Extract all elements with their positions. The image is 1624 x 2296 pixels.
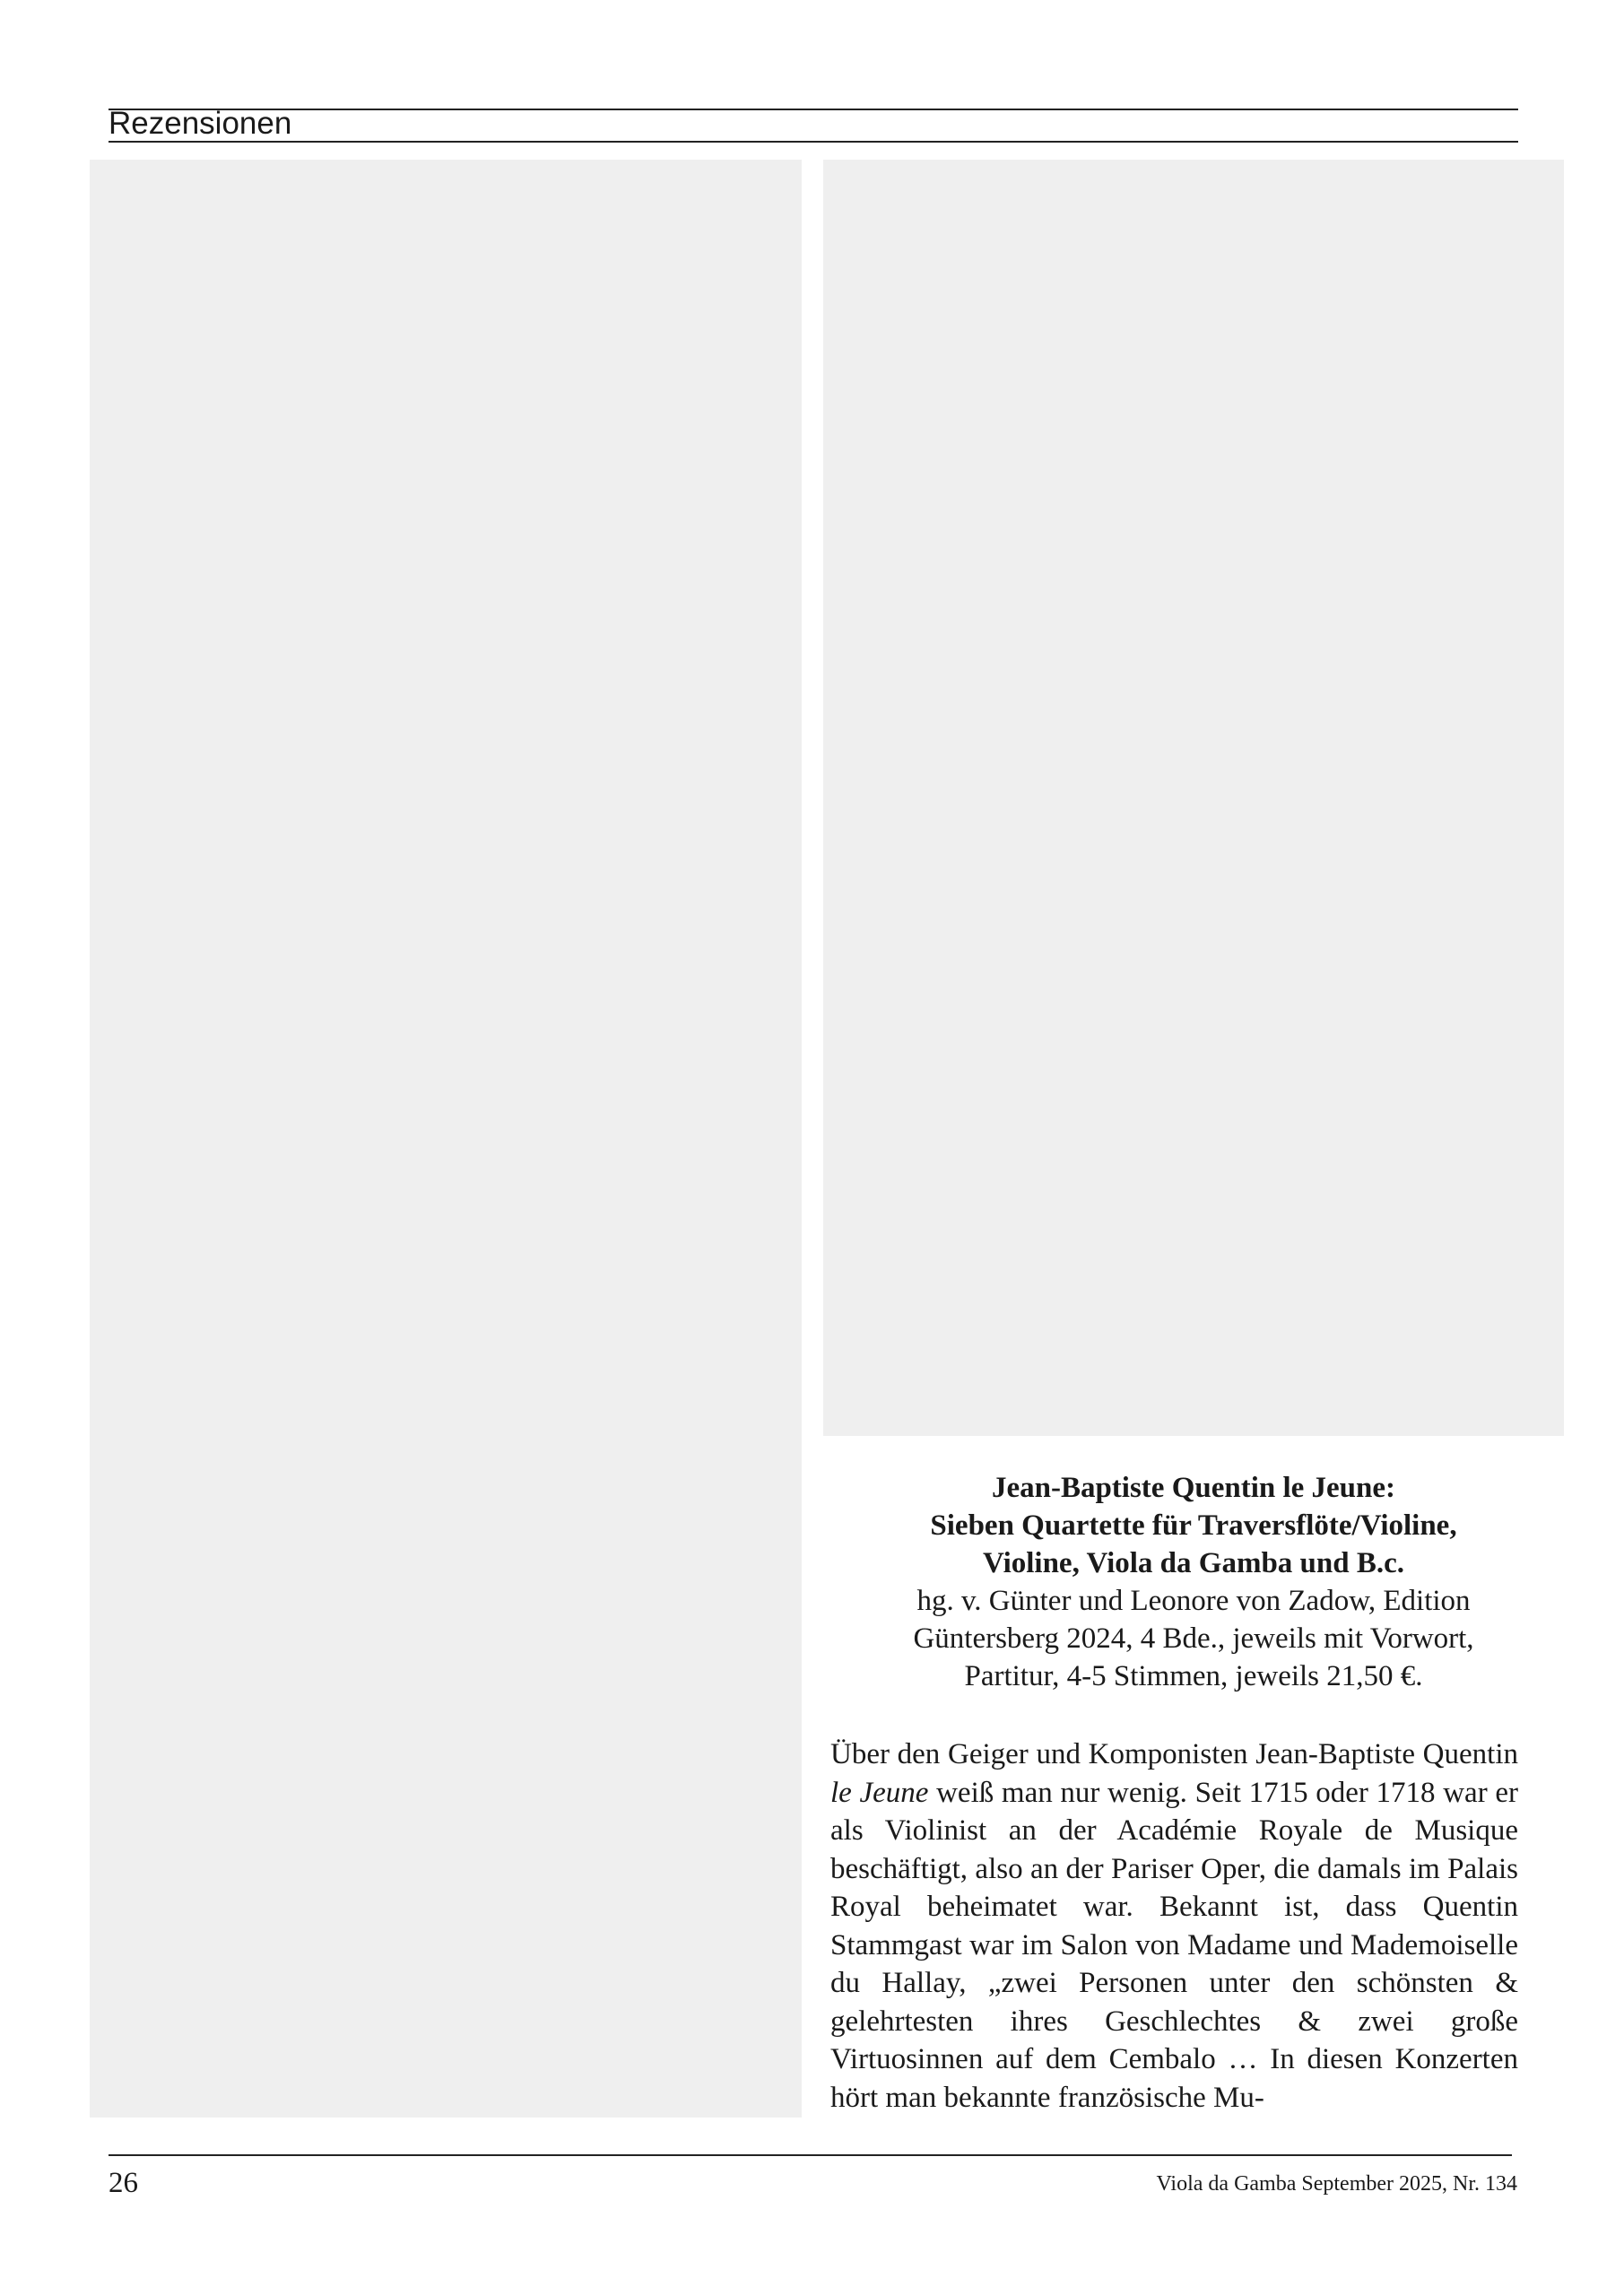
footer-rule (109, 2154, 1512, 2156)
header-rule-top (109, 109, 1518, 110)
body-text-start: Über den Geiger und Komponisten Jean-Baptiste Quentin (830, 1738, 1518, 1770)
journal-citation: Viola da Gamba September 2025, Nr. 134 (1156, 2172, 1517, 2196)
image-placeholder-right (823, 160, 1564, 1436)
publication-line: Güntersberg 2024, 4 Bde., jeweils mit Vorwort, (913, 1622, 1474, 1655)
publication-line: Partitur, 4-5 Stimmen, jeweils 21,50 €. (964, 1660, 1423, 1692)
body-text-rest: weiß man nur wenig. Seit 1715 oder 1718 war er als Violinist an der Académie Royale de Musique beschäftigt, also an der Pariser Oper, die damals im Palais Royal beheimatet war. Bekannt ist, dass Quentin Stammgast war im Salon von Madame und Mademoiselle du Hallay, „zwei Personen unter den schönsten & gelehrtesten ihres Geschlechtes & zwei große Virtuosinnen auf dem Cembalo … In diesen Konzerten hört man bekannte französische Mu- (830, 1776, 1518, 2114)
review-title-line: Jean-Baptiste Quentin le Jeune: (991, 1472, 1396, 1504)
review-title-line: Sieben Quartette für Traversflöte/Violine, (930, 1509, 1457, 1542)
review-body (830, 1735, 1518, 2117)
body-text-italic: le Jeune (830, 1776, 929, 1809)
image-placeholder-left (90, 160, 802, 2118)
section-title: Rezensionen (109, 106, 292, 141)
publication-line: hg. v. Günter und Leonore von Zadow, Edition (916, 1585, 1471, 1617)
header-rule-bottom (109, 141, 1518, 143)
page-number: 26 (109, 2167, 138, 2199)
review-title-line: Violine, Viola da Gamba und B.c. (982, 1547, 1405, 1579)
review-heading (823, 1469, 1564, 1695)
